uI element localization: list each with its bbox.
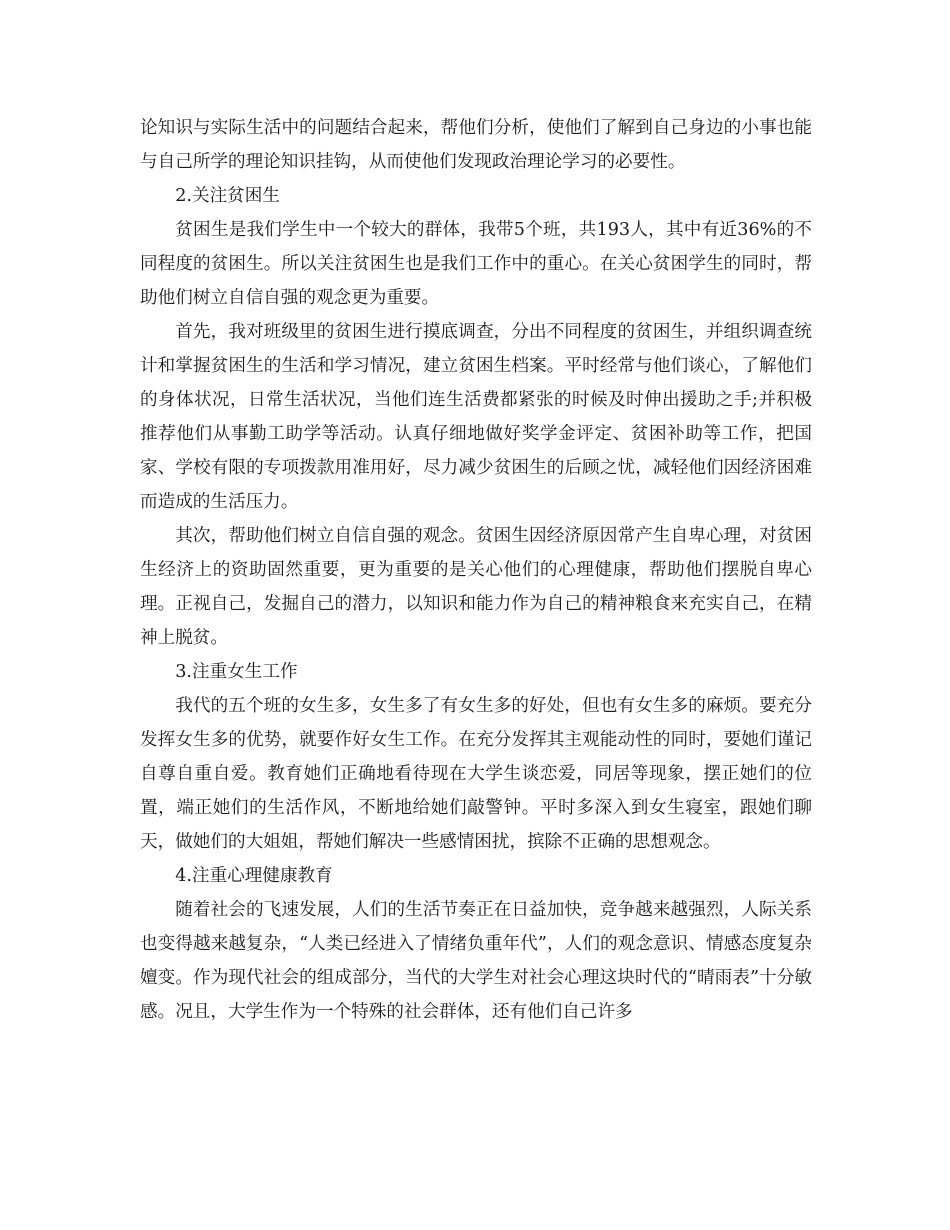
- section-heading-4: 4.注重心理健康教育: [175, 866, 333, 886]
- section-heading-2: 2.关注贫困生: [175, 186, 280, 206]
- paragraph: 随着社会的飞速发展，人们的生活节奏正在日益加快，竞争越来越强烈，人际关系也变得越来越复杂，“人类已经进入了情绪负重年代”，人们的观念意识、情感态度复杂嬗变。作为现代社会的组成部分，当代的大学生对社会心理这块时代的“晴雨表”十分敏感。况且，大学生作为一个特殊的社会群体，还有他们自己许多: [140, 900, 812, 1022]
- paragraph: 首先，我对班级里的贫困生进行摸底调查，分出不同程度的贫困生，并组织调查统计和掌握贫困生的生活和学习情况，建立贫困生档案。平时经常与他们谈心，了解他们的身体状况，日常生活状况，当他们连生活费都紧张的时候及时伸出援助之手;并积极推荐他们从事勤工助学等活动。认真仔细地做好奖学金评定、贫困补助等工作，把国家、学校有限的专项拨款用准用好，尽力减少贫困生的后顾之忧，减轻他们因经济困难而造成的生活压力。: [140, 322, 812, 512]
- paragraph-continued: 论知识与实际生活中的问题结合起来，帮他们分析，使他们了解到自己身边的小事也能与自己所学的理论知识挂钩，从而使他们发现政治理论学习的必要性。: [140, 118, 812, 172]
- document-page: [140, 111, 812, 1029]
- paragraph: 其次，帮助他们树立自信自强的观念。贫困生因经济原因常产生自卑心理，对贫困生经济上的资助固然重要，更为重要的是关心他们的心理健康，帮助他们摆脱自卑心理。正视自己，发掘自己的潜力，以知识和能力作为自己的精神粮食来充实自己，在精神上脱贫。: [140, 526, 812, 648]
- section-heading-3: 3.注重女生工作: [175, 662, 298, 682]
- paragraph: 我代的五个班的女生多，女生多了有女生多的好处，但也有女生多的麻烦。要充分发挥女生多的优势，就要作好女生工作。在充分发挥其主观能动性的同时，要她们谨记自尊自重自爱。教育她们正确地看待现在大学生谈恋爱，同居等现象，摆正她们的位置，端正她们的生活作风，不断地给她们敲警钟。平时多深入到女生寝室，跟她们聊天，做她们的大姐姐，帮她们解决一些感情困扰，摈除不正确的思想观念。: [140, 696, 812, 852]
- paragraph: 贫困生是我们学生中一个较大的群体，我带5个班，共193人，其中有近36%的不同程度的贫困生。所以关注贫困生也是我们工作中的重心。在关心贫困学生的同时，帮助他们树立自信自强的观念更为重要。: [140, 220, 812, 308]
